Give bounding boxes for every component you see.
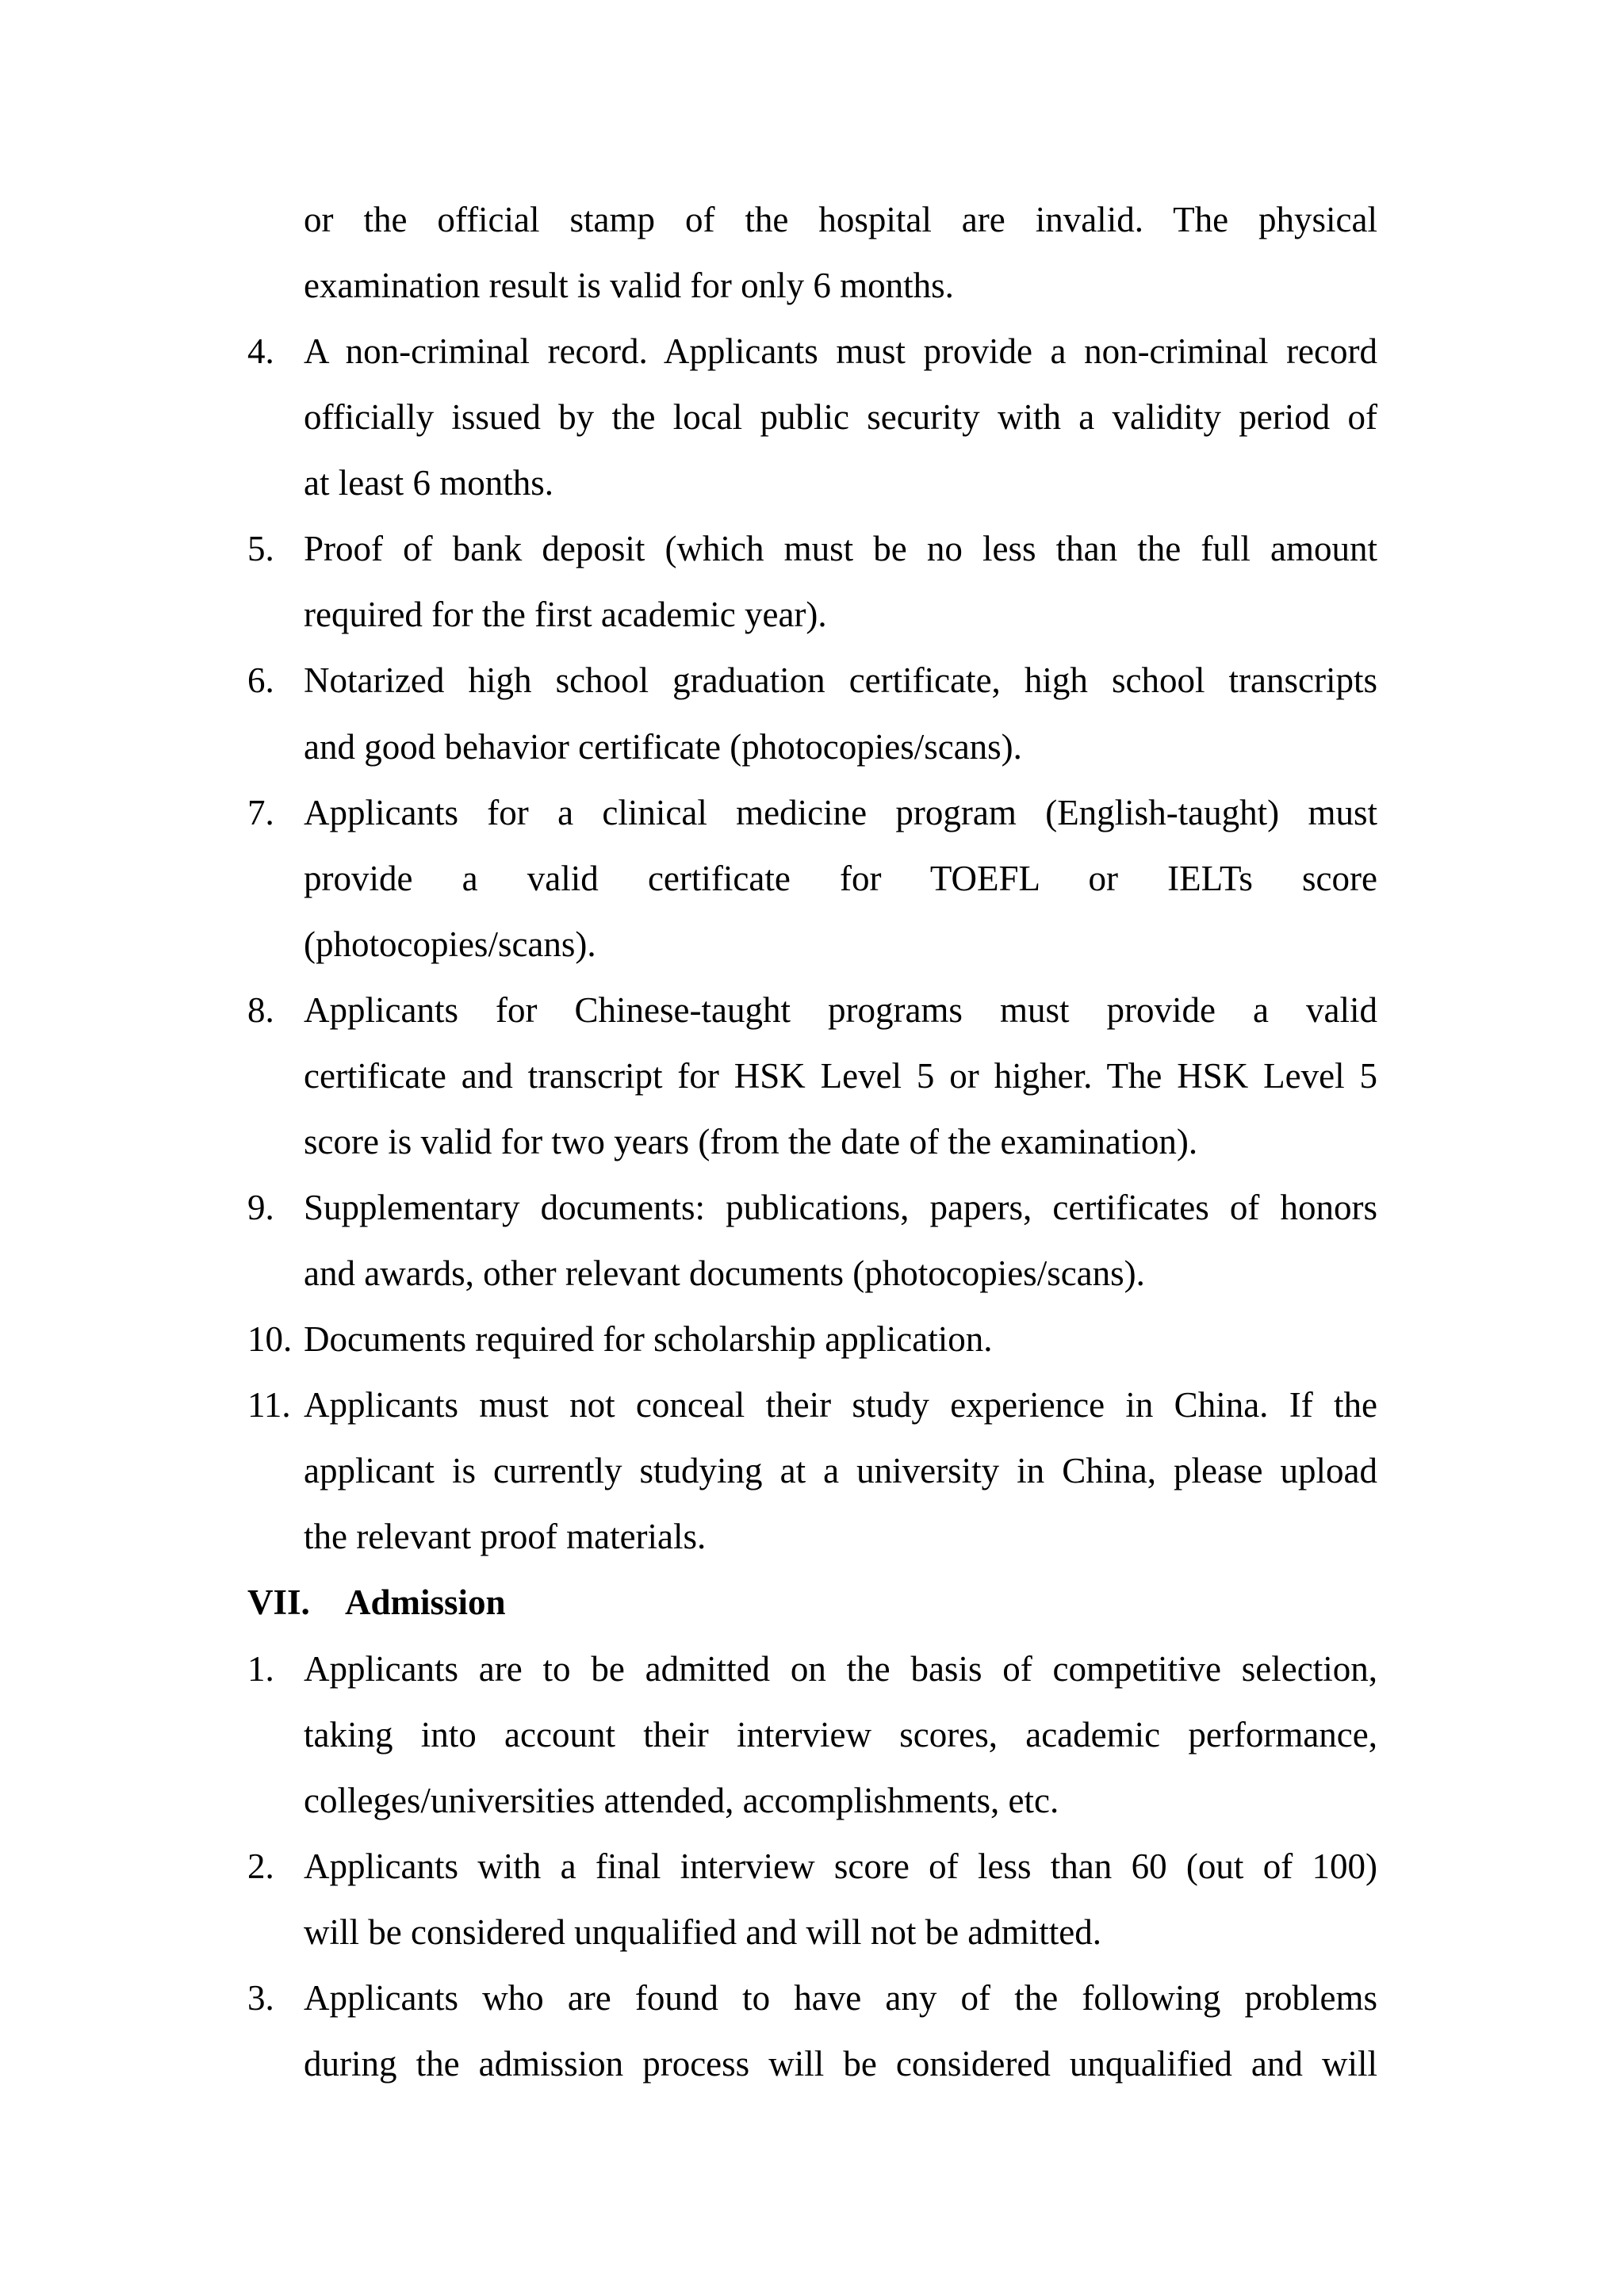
line-text: (photocopies/scans).: [304, 924, 596, 964]
line-text: Notarized high school graduation certificate, high school transcripts: [304, 660, 1377, 700]
list-item-continuation-line: [0, 1249, 1624, 1297]
line-text: provide a valid certificate for TOEFL or IELTs score: [304, 859, 1377, 898]
line-text: Supplementary documents: publications, papers, certificates of honors: [304, 1188, 1377, 1227]
list-item-continuation-line: [0, 262, 1624, 309]
list-item-number: 3.: [247, 1978, 274, 2018]
list-item-number: 5.: [247, 529, 274, 568]
list-item-first-line: [0, 1315, 1624, 1363]
line-text: and good behavior certificate (photocopies/scans).: [304, 727, 1022, 767]
line-text: certificate and transcript for HSK Level 5 or higher. The HSK Level 5: [304, 1056, 1377, 1096]
list-item-continuation-line: [0, 723, 1624, 771]
line-text: will be considered unqualified and will not be admitted.: [304, 1912, 1101, 1952]
list-item-number: 6.: [247, 660, 274, 700]
list-item-number: 9.: [247, 1188, 274, 1227]
list-item-first-line: [0, 327, 1624, 375]
line-text: Applicants for Chinese-taught programs must provide a valid: [304, 990, 1377, 1030]
line-text: Documents required for scholarship application.: [304, 1319, 993, 1359]
line-text: Proof of bank deposit (which must be no less than the full amount: [304, 529, 1377, 568]
list-item-first-line: [0, 986, 1624, 1034]
list-item-continuation-line: [0, 2040, 1624, 2087]
section-title: Admission: [345, 1582, 506, 1622]
line-text: colleges/universities attended, accomplishments, etc.: [304, 1781, 1059, 1820]
list-item-first-line: [0, 1184, 1624, 1231]
list-item-continuation-line: [0, 591, 1624, 638]
line-text: Applicants for a clinical medicine program (English-taught) must: [304, 793, 1377, 832]
list-item-continuation-line: [0, 196, 1624, 243]
line-text: required for the first academic year).: [304, 595, 827, 634]
line-text: during the admission process will be considered unqualified and will: [304, 2044, 1377, 2084]
line-text: Applicants with a final interview score of less than 60 (out of 100): [304, 1846, 1377, 1886]
list-item-continuation-line: [0, 920, 1624, 968]
list-item-number: 4.: [247, 331, 274, 371]
list-item-continuation-line: [0, 1052, 1624, 1100]
list-item-first-line: [0, 1645, 1624, 1693]
list-item-continuation-line: [0, 1908, 1624, 1956]
list-item-first-line: [0, 789, 1624, 836]
line-text: Applicants who are found to have any of the following problems: [304, 1978, 1377, 2018]
list-item-continuation-line: [0, 459, 1624, 507]
list-item-number: 11.: [247, 1385, 291, 1425]
list-item-continuation-line: [0, 1711, 1624, 1758]
list-item-continuation-line: [0, 1447, 1624, 1494]
list-item-number: 8.: [247, 990, 274, 1030]
list-item-continuation-line: [0, 855, 1624, 902]
list-item-continuation-line: [0, 1118, 1624, 1165]
line-text: or the official stamp of the hospital are invalid. The physical: [304, 200, 1377, 239]
line-text: the relevant proof materials.: [304, 1517, 707, 1556]
line-text: A non-criminal record. Applicants must provide a non-criminal record: [304, 331, 1377, 371]
line-text: Applicants are to be admitted on the basis of competitive selection,: [304, 1649, 1377, 1689]
line-text: at least 6 months.: [304, 463, 553, 503]
list-item-continuation-line: [0, 1513, 1624, 1560]
list-item-number: 2.: [247, 1846, 274, 1886]
list-item-number: 10.: [247, 1319, 293, 1359]
line-text: Applicants must not conceal their study experience in China. If the: [304, 1385, 1377, 1425]
list-item-first-line: [0, 1974, 1624, 2022]
list-item-number: 1.: [247, 1649, 274, 1689]
line-text: applicant is currently studying at a university in China, please upload: [304, 1451, 1377, 1490]
line-text: score is valid for two years (from the date of the examination).: [304, 1122, 1198, 1161]
section-number: VII.: [247, 1582, 310, 1622]
list-item-continuation-line: [0, 393, 1624, 441]
list-item-continuation-line: [0, 1777, 1624, 1824]
line-text: officially issued by the local public security with a validity period of: [304, 397, 1377, 437]
list-item-number: 7.: [247, 793, 274, 832]
list-item-first-line: [0, 1381, 1624, 1429]
list-item-first-line: [0, 656, 1624, 704]
list-item-first-line: [0, 1843, 1624, 1890]
line-text: taking into account their interview scores, academic performance,: [304, 1715, 1377, 1755]
line-text: and awards, other relevant documents (photocopies/scans).: [304, 1253, 1145, 1293]
list-item-first-line: [0, 525, 1624, 572]
section-heading: [0, 1578, 1624, 1626]
line-text: examination result is valid for only 6 months.: [304, 266, 954, 305]
